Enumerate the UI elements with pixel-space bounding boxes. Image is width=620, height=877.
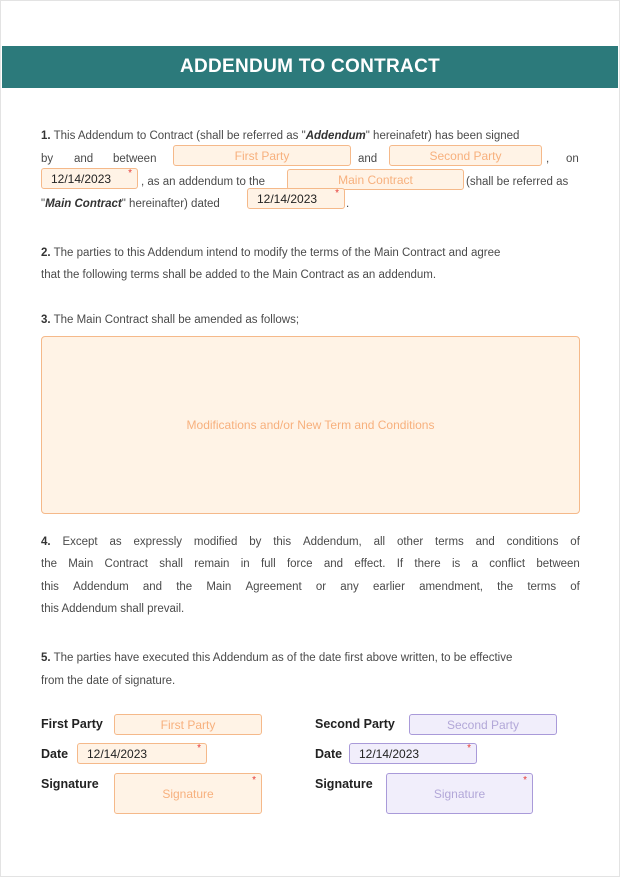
second-party-signature-box[interactable] <box>386 773 533 814</box>
second-party-label: Second Party <box>315 717 395 731</box>
word: a <box>471 558 478 570</box>
word: the <box>497 581 514 593</box>
clause-2-line-1 <box>41 247 500 259</box>
second-signature-label: Signature <box>315 777 373 791</box>
contract-date-field[interactable] <box>41 168 138 189</box>
word: in <box>240 558 250 570</box>
word: or <box>315 581 327 593</box>
clause-3-number: 3. <box>41 314 51 326</box>
clause-5-line-2: from the date of signature. <box>41 675 176 687</box>
first-party-name-field[interactable]: First Party <box>114 714 262 735</box>
main-contract-term: Main Contract <box>45 198 122 210</box>
word: Addendum, <box>302 536 362 548</box>
word: Contract <box>104 558 148 570</box>
open-quote: " <box>41 198 46 210</box>
clause-3-text: The Main Contract shall be amended as follows; <box>53 314 300 326</box>
word: effect. <box>354 558 386 570</box>
word: by <box>249 536 262 548</box>
hereinafter-dated-text: " hereinafter) dated <box>121 198 220 210</box>
comma: , <box>546 153 550 165</box>
clause-2-number: 2. <box>41 247 51 259</box>
word-and-2: and <box>358 153 378 165</box>
addendum-term: Addendum <box>305 130 366 142</box>
clause-1-number: 1. <box>41 130 51 142</box>
word: force <box>286 558 313 570</box>
contract-date-value: 12/14/2023 <box>51 171 112 186</box>
word: the <box>176 581 193 593</box>
required-asterisk: * <box>523 775 527 786</box>
clause-4-line-3 <box>41 581 580 593</box>
word: and <box>323 558 344 570</box>
first-signature-placeholder: Signature <box>162 786 214 801</box>
word: of <box>570 581 580 593</box>
second-party-field[interactable]: Second Party <box>389 145 542 166</box>
word: there <box>414 558 441 570</box>
word-by: by <box>41 153 54 165</box>
word: conditions <box>506 536 559 548</box>
word: Except <box>62 536 98 548</box>
document-title: ADDENDUM TO CONTRACT <box>2 46 618 88</box>
first-party-signature-box[interactable] <box>114 773 262 814</box>
clause-4-line-4: this Addendum shall prevail. <box>41 603 185 615</box>
word: Agreement <box>245 581 302 593</box>
required-asterisk: * <box>128 168 132 179</box>
word: other <box>396 536 424 548</box>
clause-5-text-1: The parties have executed this Addendum as of the date first above written, to be effective <box>53 652 513 664</box>
word: all <box>373 536 386 548</box>
first-party-date-value: 12/14/2023 <box>87 746 148 761</box>
first-date-label: Date <box>41 747 69 761</box>
word-and: and <box>74 153 94 165</box>
word: any <box>340 581 359 593</box>
word: If <box>396 558 404 570</box>
word: this <box>273 536 292 548</box>
word: of <box>570 536 580 548</box>
main-contract-date-value: 12/14/2023 <box>257 191 318 206</box>
main-contract-field[interactable]: Main Contract <box>287 169 464 190</box>
word: full <box>260 558 276 570</box>
clause-5-number: 5. <box>41 652 51 664</box>
clause-2-text-1: The parties to this Addendum intend to modify the terms of the Main Contract and agree <box>53 247 501 259</box>
clause-4-line-1 <box>41 536 580 548</box>
first-signature-label: Signature <box>41 777 99 791</box>
word: terms <box>435 536 464 548</box>
required-asterisk: * <box>335 188 339 199</box>
clause-1-line-1 <box>41 130 519 142</box>
main-contract-line <box>41 198 220 210</box>
second-party-date-value: 12/14/2023 <box>359 746 420 761</box>
first-party-date-field[interactable] <box>77 743 207 764</box>
word: remain <box>194 558 230 570</box>
word: amendment, <box>419 581 484 593</box>
clause-4-number: 4. <box>41 536 51 548</box>
shall-be-referred-text: (shall be referred as <box>466 176 569 188</box>
first-party-label: First Party <box>41 717 103 731</box>
second-signature-placeholder: Signature <box>433 786 486 801</box>
clause-4-line-2 <box>41 558 580 570</box>
word: terms <box>527 581 557 593</box>
word: modified <box>193 536 238 548</box>
clause-5-line-1 <box>41 652 512 664</box>
word: and <box>475 536 495 548</box>
word: earlier <box>372 581 405 593</box>
word: Main <box>206 581 232 593</box>
word: between <box>536 558 580 570</box>
word: Addendum <box>73 581 129 593</box>
word: is <box>451 558 461 570</box>
second-party-date-field[interactable] <box>349 743 477 764</box>
modifications-textarea[interactable]: Modifications and/or New Term and Conditions <box>41 336 580 514</box>
word: as <box>109 536 122 548</box>
word: Main <box>68 558 94 570</box>
required-asterisk: * <box>467 743 471 754</box>
main-contract-date-field[interactable] <box>247 188 345 209</box>
required-asterisk: * <box>252 775 256 786</box>
word: and <box>142 581 163 593</box>
clause-1-text-b: " hereinafetr) has been signed <box>365 130 520 142</box>
word: this <box>41 581 59 593</box>
word-on: on <box>566 153 579 165</box>
second-date-label: Date <box>315 747 343 761</box>
word: shall <box>159 558 183 570</box>
as-addendum-text: , as an addendum to the <box>141 176 266 188</box>
word: the <box>41 558 57 570</box>
second-party-name-field[interactable]: Second Party <box>409 714 557 735</box>
word: expressly <box>133 536 183 548</box>
clause-1-text-a: This Addendum to Contract (shall be referred as " <box>53 130 306 142</box>
required-asterisk: * <box>197 743 201 754</box>
first-party-field[interactable]: First Party <box>173 145 351 166</box>
clause-2-line-2: that the following terms shall be added to the Main Contract as an addendum. <box>41 269 437 281</box>
word-between: between <box>113 153 157 165</box>
word: conflict <box>489 558 526 570</box>
clause-3-line <box>41 314 299 326</box>
period: . <box>346 198 350 210</box>
